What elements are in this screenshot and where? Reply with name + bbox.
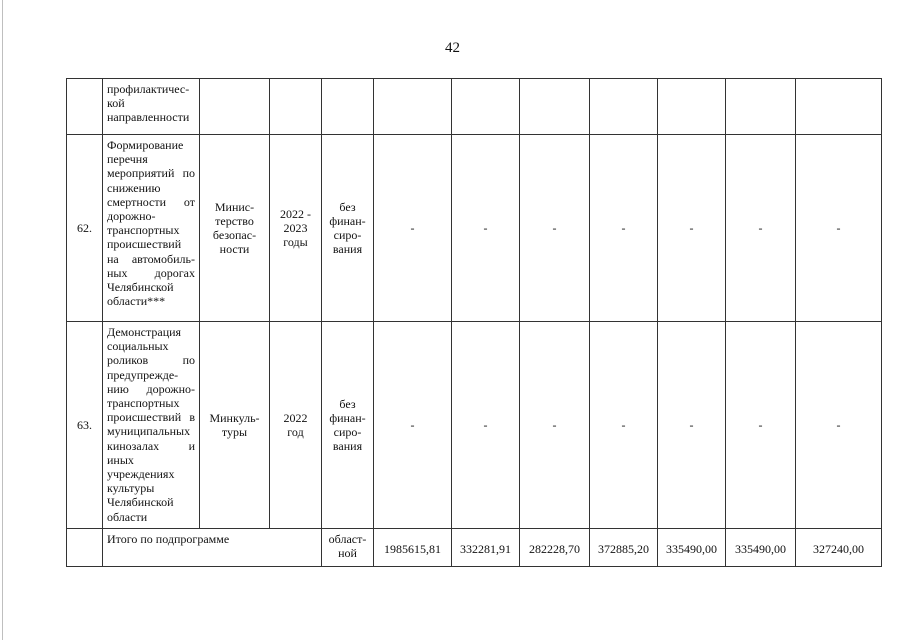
row-number: 62.	[67, 135, 103, 322]
executor: Минкуль-туры	[200, 322, 270, 529]
funding-source: без финан-сиро-вания	[322, 135, 374, 322]
executor	[200, 79, 270, 135]
value-cell	[520, 79, 590, 135]
total-value: 372885,20	[590, 529, 658, 567]
value-cell: -	[452, 322, 520, 529]
total-row-number	[67, 529, 103, 567]
value-cell: -	[590, 135, 658, 322]
table-row	[67, 322, 882, 529]
total-label: Итого по подпрограмме	[103, 529, 322, 567]
value-cell: -	[590, 322, 658, 529]
value-cell: -	[520, 135, 590, 322]
total-funding-source: област-ной	[322, 529, 374, 567]
row-number	[67, 79, 103, 135]
value-cell	[658, 79, 726, 135]
funding-source	[322, 79, 374, 135]
value-cell: -	[796, 135, 882, 322]
period	[270, 79, 322, 135]
event-name: Формирование перечня мероприятий по снижению смертности от дорожно-транспортных происшествий на автомобиль-ных дорогах Челябинской области***	[103, 135, 200, 322]
value-cell: -	[452, 135, 520, 322]
value-cell: -	[796, 322, 882, 529]
page-edge-line	[2, 0, 3, 640]
value-cell: -	[726, 322, 796, 529]
funding-source: без финан-сиро-вания	[322, 322, 374, 529]
total-value: 332281,91	[452, 529, 520, 567]
value-cell: -	[374, 135, 452, 322]
table-row	[67, 79, 882, 135]
period: 2022 год	[270, 322, 322, 529]
value-cell	[590, 79, 658, 135]
period: 2022 - 2023 годы	[270, 135, 322, 322]
total-row	[67, 529, 882, 567]
total-value: 282228,70	[520, 529, 590, 567]
value-cell	[726, 79, 796, 135]
event-name: профилактичес-кой направленности	[103, 79, 200, 135]
value-cell: -	[726, 135, 796, 322]
value-cell: -	[520, 322, 590, 529]
value-cell: -	[658, 322, 726, 529]
table-row	[67, 135, 882, 322]
total-value: 335490,00	[726, 529, 796, 567]
page-number: 42	[445, 40, 460, 56]
total-value: 335490,00	[658, 529, 726, 567]
value-cell	[374, 79, 452, 135]
value-cell	[796, 79, 882, 135]
value-cell	[452, 79, 520, 135]
row-number: 63.	[67, 322, 103, 529]
total-value: 327240,00	[796, 529, 882, 567]
program-table	[66, 78, 882, 567]
executor: Минис-терство безопас-ности	[200, 135, 270, 322]
event-name: Демонстрация социальных роликов по предупрежде-нию дорожно-транспортных происшествий в муниципальных кинозалах и иных учреждениях культуры Челябинской области	[103, 322, 200, 529]
value-cell: -	[374, 322, 452, 529]
total-value: 1985615,81	[374, 529, 452, 567]
value-cell: -	[658, 135, 726, 322]
